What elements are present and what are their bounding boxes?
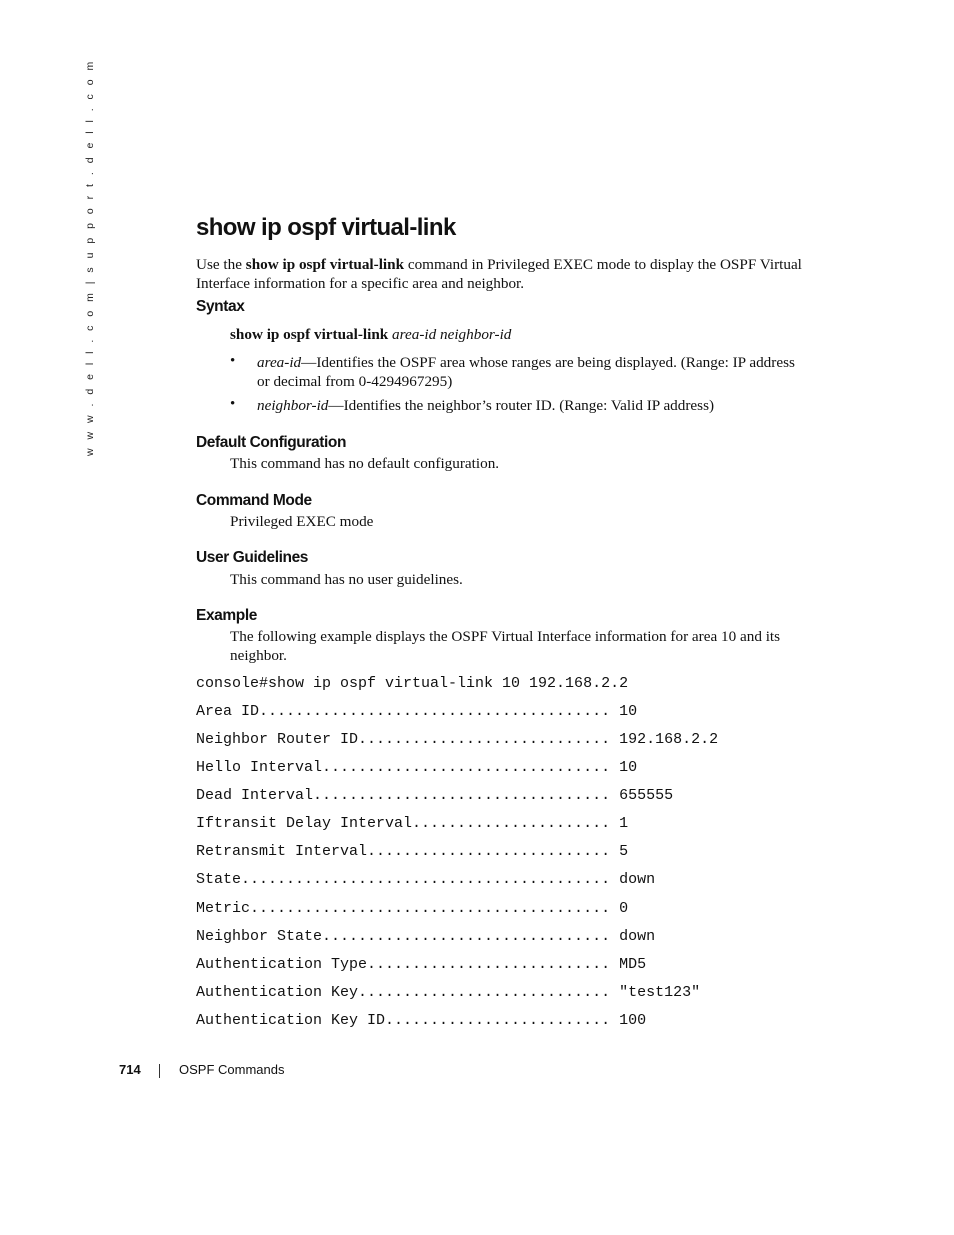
footer-divider xyxy=(159,1064,160,1078)
bullet-neighbor-id-term: neighbor-id xyxy=(257,397,329,414)
console-output-line: Authentication Type........................... MD5 xyxy=(196,956,647,973)
page-number: 714 xyxy=(119,1062,141,1077)
example-description-line1: The following example displays the OSPF Virtual Interface information for area 10 and its xyxy=(230,628,781,645)
console-output-line: Retransmit Interval........................... 5 xyxy=(196,843,629,860)
user-guidelines-text: This command has no user guidelines. xyxy=(230,571,463,588)
console-output-line: Authentication Key ID......................... 100 xyxy=(196,1012,647,1029)
console-output-line: Dead Interval................................. 655555 xyxy=(196,787,674,804)
intro-prefix: Use the xyxy=(196,256,246,273)
example-heading: Example xyxy=(196,607,257,624)
syntax-command: show ip ospf virtual-link xyxy=(230,326,389,343)
default-configuration-heading: Default Configuration xyxy=(196,434,347,451)
console-output-line: State......................................... down xyxy=(196,871,656,888)
side-website-url: w w w . d e l l . c o m | s u p p o r t . d e l l . c o m xyxy=(84,58,96,456)
command-mode-text: Privileged EXEC mode xyxy=(230,513,374,530)
user-guidelines-heading: User Guidelines xyxy=(196,549,309,566)
intro-paragraph xyxy=(196,256,802,293)
bullet-dot-1: • xyxy=(230,353,236,369)
console-output-line: Neighbor Router ID............................ 192.168.2.2 xyxy=(196,731,719,748)
console-output-line: Metric........................................ 0 xyxy=(196,900,629,917)
example-description xyxy=(230,628,780,665)
console-output-line: Area ID....................................... 10 xyxy=(196,703,638,720)
intro-line1-rest: command in Privileged EXEC mode to display the OSPF Virtual xyxy=(404,256,802,273)
bullet-area-id-desc: —Identifies the OSPF area whose ranges are being displayed. (Range: IP address xyxy=(301,354,795,371)
bullet-area-id-line2: or decimal from 0-4294967295) xyxy=(257,372,453,390)
command-mode-heading: Command Mode xyxy=(196,492,312,509)
intro-command: show ip ospf virtual-link xyxy=(245,256,405,273)
console-output-line: Neighbor State................................ down xyxy=(196,928,656,945)
console-output-line: Iftransit Delay Interval...................... 1 xyxy=(196,815,629,832)
default-configuration-text: This command has no default configuration. xyxy=(230,455,500,472)
bullet-area-id-term: area-id xyxy=(257,354,302,371)
console-output-line: Hello Interval................................ 10 xyxy=(196,759,638,776)
syntax-heading: Syntax xyxy=(196,298,245,315)
example-description-line2: neighbor. xyxy=(230,646,287,664)
bullet-area-id xyxy=(257,354,795,391)
bullet-neighbor-id-desc: —Identifies the neighbor’s router ID. (Range: Valid IP address) xyxy=(328,397,715,414)
footer-section-title: OSPF Commands xyxy=(179,1062,285,1077)
console-output-line: Authentication Key............................ "test123" xyxy=(196,984,701,1001)
bullet-dot-2: • xyxy=(230,396,236,412)
bullet-neighbor-id xyxy=(257,397,714,416)
syntax-line xyxy=(230,326,511,345)
intro-line2: Interface information for a specific area and neighbor. xyxy=(196,274,525,292)
page-title: show ip ospf virtual-link xyxy=(196,214,456,241)
console-command-line: console#show ip ospf virtual-link 10 192.168.2.2 xyxy=(196,675,629,692)
syntax-args: area-id neighbor-id xyxy=(392,326,512,343)
